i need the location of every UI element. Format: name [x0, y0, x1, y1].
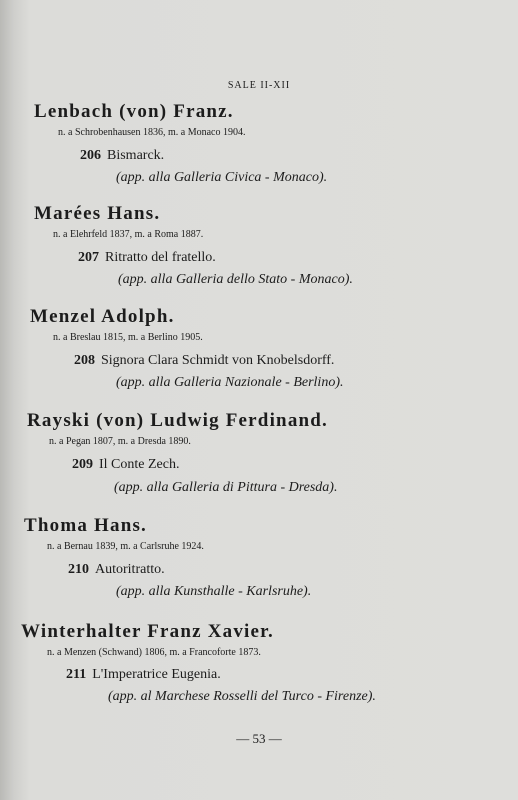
artwork-number: 206 — [80, 148, 101, 163]
artwork-title: Signora Clara Schmidt von Knobelsdorff. — [101, 353, 335, 368]
artwork-number: 209 — [72, 457, 93, 472]
artwork-number: 208 — [74, 353, 95, 368]
artwork-entry — [66, 667, 221, 683]
artist-name: Winterhalter Franz Xavier. — [21, 621, 275, 642]
artist-name: Menzel Adolph. — [30, 306, 175, 327]
artist-bio: n. a Breslau 1815, m. a Berlino 1905. — [53, 332, 203, 343]
artwork-entry — [74, 353, 334, 369]
artwork-entry — [68, 562, 165, 578]
artist-bio: n. a Menzen (Schwand) 1806, m. a Francoforte 1873. — [47, 647, 261, 658]
artwork-location: (app. alla Galleria dello Stato - Monaco). — [118, 272, 353, 287]
artwork-number: 211 — [66, 667, 87, 682]
artist-name: Thoma Hans. — [24, 515, 148, 536]
artwork-location: (app. alla Galleria Nazionale - Berlino). — [116, 375, 344, 390]
artwork-title: Autoritratto. — [95, 562, 165, 577]
artwork-location: (app. alla Kunsthalle - Karlsruhe). — [116, 584, 312, 599]
artwork-title: Ritratto del fratello. — [105, 250, 216, 265]
artist-name: Lenbach (von) Franz. — [34, 101, 234, 122]
artwork-number: 207 — [78, 250, 99, 265]
page-header: SALE II-XII — [227, 80, 291, 91]
artwork-location: (app. alla Galleria di Pittura - Dresda). — [114, 480, 338, 495]
page-number: — 53 — — [236, 731, 282, 746]
artwork-entry — [80, 148, 164, 164]
artist-bio: n. a Elehrfeld 1837, m. a Roma 1887. — [53, 229, 204, 240]
artist-bio: n. a Schrobenhausen 1836, m. a Monaco 1904. — [58, 127, 246, 138]
artwork-location: (app. alla Galleria Civica - Monaco). — [116, 170, 328, 185]
artist-name: Marées Hans. — [34, 203, 161, 224]
artwork-location: (app. al Marchese Rosselli del Turco - Firenze). — [108, 689, 376, 704]
artwork-title: L'Imperatrice Eugenia. — [92, 667, 221, 682]
artwork-entry — [78, 250, 216, 266]
artwork-number: 210 — [68, 562, 89, 577]
artwork-title: Il Conte Zech. — [99, 457, 180, 472]
artist-bio: n. a Bernau 1839, m. a Carlsruhe 1924. — [47, 541, 204, 552]
artist-name: Rayski (von) Ludwig Ferdinand. — [27, 410, 329, 431]
artwork-title: Bismarck. — [107, 148, 165, 163]
artwork-entry — [72, 457, 179, 473]
artist-bio: n. a Pegan 1807, m. a Dresda 1890. — [49, 436, 191, 447]
